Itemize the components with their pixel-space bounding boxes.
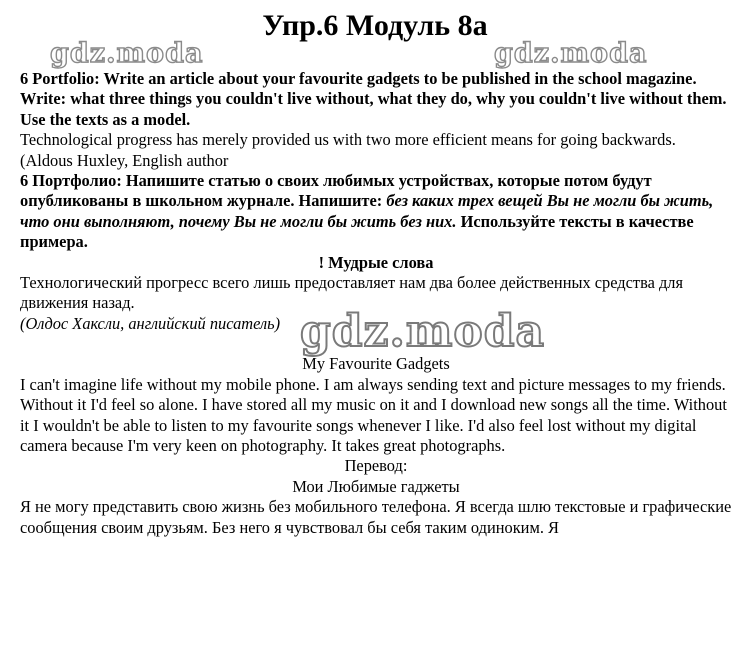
article-title-english: My Favourite Gadgets: [302, 354, 450, 374]
page-title: Упр.6 Модуль 8а: [262, 9, 488, 42]
document-body: [20, 69, 732, 538]
task-russian-part1: 6 Портфолио: Напишите статью о своих любимых устройствах, которые потом будут опубликованы в школьном журнале. Напишите:: [20, 171, 652, 211]
article-title-russian: Мои Любимые гаджеты: [292, 476, 460, 496]
watermark: gdz.moda: [50, 38, 204, 69]
quote-russian-author: (Олдос Хаксли, английский писатель): [20, 313, 281, 333]
article-english: I can't imagine life without my mobile phone. I am always sending text and picture messages to my friends. Without it I'd feel so alone. I have stored all my music on it and I download new songs all the time. Without it I wouldn't be able to listen to my favourite songs whenever I like. I'd also feel lost without my digital camera because I'm very keen on photography. It takes great photographs.: [20, 374, 727, 455]
quote-russian: Технологический прогресс всего лишь предоставляет нам два более действенных средства для движения назад.: [20, 273, 684, 313]
watermark: gdz.moda: [300, 306, 546, 357]
task-russian: [20, 171, 732, 253]
article-russian: Я не могу представить свою жизнь без мобильного телефона. Я всегда шлю текстовые и графические сообщения своим друзьям. Без него я чувствовал бы себя таким одиноким. Я: [20, 497, 732, 537]
task-english: 6 Portfolio: Write an article about your favourite gadgets to be published in the school magazine. Write: what three things you couldn't live without, what they do, why you couldn't live without them. Use the texts as a model.: [20, 69, 727, 129]
task-russian-part2: без каких трех вещей Вы не могли бы жить, что они выполняют, почему Вы не могли бы жить без них.: [20, 191, 714, 231]
task-russian-part3: Используйте тексты в качестве примера.: [20, 211, 694, 252]
wise-words-heading: ! Мудрые слова: [318, 252, 434, 272]
quote-english-author: (Aldous Huxley, English author: [20, 150, 229, 170]
quote-english: Technological progress has merely provided us with two more efficient means for going backwards.: [20, 130, 676, 150]
translation-label: Перевод:: [344, 456, 408, 476]
watermark: gdz.moda: [494, 38, 648, 69]
